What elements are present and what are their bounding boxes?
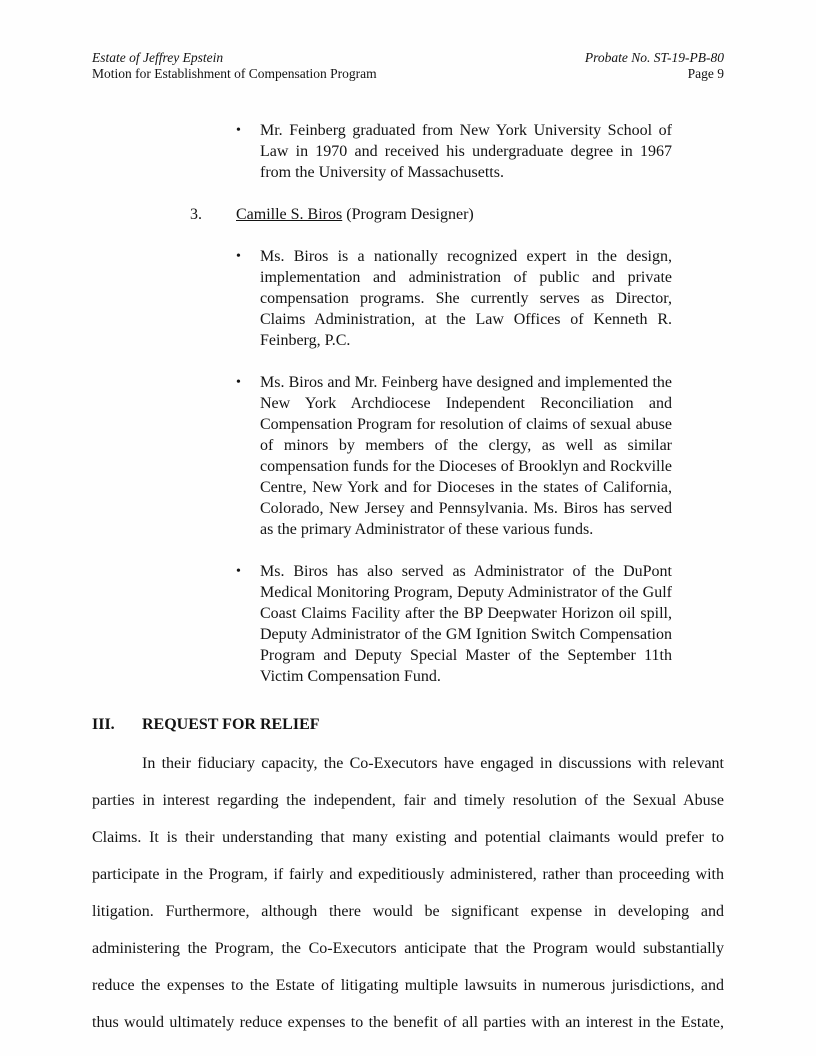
motion-title: Motion for Establishment of Compensation Program bbox=[92, 66, 377, 81]
bullet-icon: • bbox=[236, 564, 241, 579]
bullet-text: Ms. Biros is a nationally recognized expert in the design, implementation and administration of public and private compensation programs. She currently serves as Director, Claims Administration, at the Law Offices of Kenneth R. Feinberg, P.C. bbox=[260, 248, 672, 349]
person-name: Camille S. Biros bbox=[236, 206, 343, 223]
bullet-icon: • bbox=[236, 123, 241, 138]
item-number: 3. bbox=[190, 206, 202, 223]
bullet-text: Ms. Biros and Mr. Feinberg have designed and implemented the New York Archdiocese Independent Reconciliation and Compensation Program for resolution of claims of sexual abuse of minors by members of the clergy, as well as similar compensation funds for the Dioceses of Brooklyn and Rockville Centre, New York and for Dioceses in the states of California, Colorado, New Jersey and Pennsylvania. Ms. Biros has served as the primary Administrator of these various funds. bbox=[260, 374, 672, 538]
section-title: REQUEST FOR RELIEF bbox=[142, 716, 320, 733]
list-item bbox=[236, 372, 672, 540]
document-body bbox=[92, 120, 724, 1041]
case-name: Estate of Jeffrey Epstein bbox=[92, 50, 224, 65]
page-number: Page 9 bbox=[687, 66, 724, 81]
numbered-list-item bbox=[190, 204, 672, 225]
body-paragraph: In their fiduciary capacity, the Co-Executors have engaged in discussions with relevant parties in interest regarding the independent, fair and timely resolution of the Sexual Abuse Claims. It is their understanding that many existing and potential claimants would prefer to participate in the Program, if fairly and expeditiously administered, rather than proceeding with litigation. Furthermore, although there would be significant expense in developing and administering the Program, the Co-Executors anticipate that the Program would substantially reduce the expenses to the Estate of litigating multiple lawsuits in numerous jurisdictions, and thus would ultimately reduce expenses to the benefit of all parties with an interest in the Estate, bbox=[92, 755, 724, 1031]
section-heading bbox=[92, 714, 724, 735]
bullet-icon: • bbox=[236, 375, 241, 390]
header-left-block bbox=[92, 50, 377, 82]
section-number: III. bbox=[92, 716, 115, 733]
probate-number: Probate No. ST-19-PB-80 bbox=[584, 50, 724, 65]
page-header bbox=[92, 50, 724, 82]
list-item bbox=[236, 120, 672, 183]
list-item bbox=[236, 561, 672, 687]
item-heading bbox=[236, 204, 672, 225]
header-right-block bbox=[585, 50, 724, 82]
list-item bbox=[236, 246, 672, 351]
person-role: (Program Designer) bbox=[342, 206, 474, 223]
bullet-text: Ms. Biros has also served as Administrator of the DuPont Medical Monitoring Program, Deputy Administrator of the Gulf Coast Claims Facility after the BP Deepwater Horizon oil spill, Deputy Administrator of the GM Ignition Switch Compensation Program and Deputy Special Master of the September 11th Victim Compensation Fund. bbox=[260, 563, 672, 685]
bullet-text: Mr. Feinberg graduated from New York University School of Law in 1970 and received his undergraduate degree in 1967 from the University of Massachusetts. bbox=[260, 122, 672, 181]
bullet-icon: • bbox=[236, 249, 241, 264]
